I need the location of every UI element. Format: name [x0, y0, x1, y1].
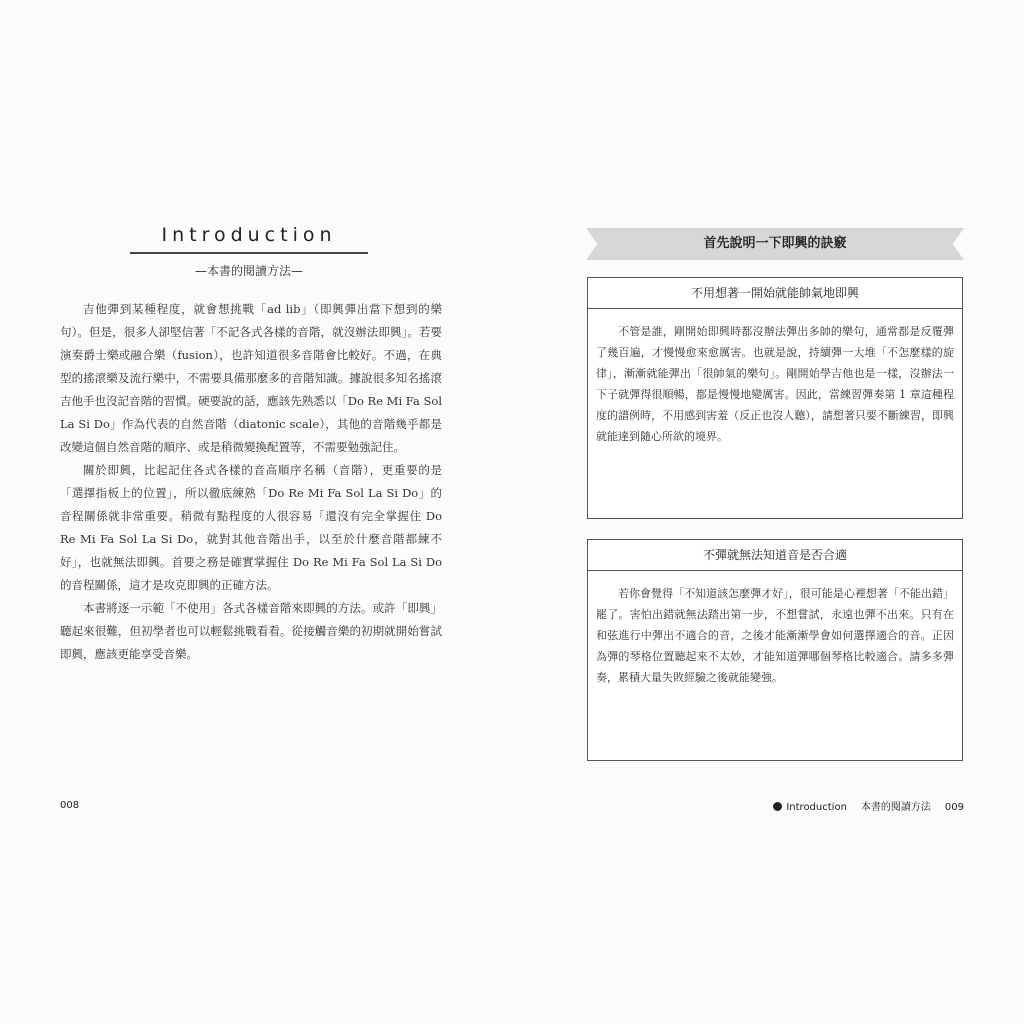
- tip-box-2-body: [588, 571, 962, 688]
- intro-paragraph-2: 關於即興，比起記住各式各樣的音高順序名稱（音階），更重要的是「選擇指板上的位置」，所以徹底練熟「Do Re Mi Fa Sol La Si Do」的音程關係就非常重要。稍微有點程度的人很容易「還沒有完全掌握住 Do Re Mi Fa Sol La Si Do，就對其他音階出手，以至於什麼音階都練不好」，也就無法即興。首要之務是確實掌握住 Do Re Mi Fa Sol La Si Do 的音程關係，這才是攻克即興的正確方法。: [60, 463, 442, 592]
- intro-body: [60, 298, 442, 666]
- tip-box-2-heading: 不彈就無法知道音是否合適: [588, 540, 962, 571]
- bullet-dot-icon: [773, 802, 782, 811]
- title-rule: [130, 252, 368, 254]
- footer-section: 本書的閱讀方法: [860, 802, 931, 813]
- tip-box-1-heading: 不用想著一開始就能帥氣地即興: [588, 278, 962, 309]
- footer-chapter: Introduction: [786, 802, 847, 813]
- page-title: Introduction: [161, 224, 337, 246]
- section-banner-title: 首先說明一下即興的訣竅: [703, 236, 847, 251]
- tip-box-1: [587, 277, 963, 519]
- tip-box-2-text: 若你會覺得「不知道該怎麼彈才好」，很可能是心裡想著「不能出錯」罷了。害怕出錯就無法踏出第一步，不想嘗試，永遠也彈不出來。只有在和弦進行中彈出不適合的音，之後才能漸漸學會如何選擇適合的音。正因為彈的琴格位置聽起來不太妙，才能知道彈哪個琴格比較適合。請多多彈奏，累積大量失敗經驗之後就能變強。: [596, 587, 954, 684]
- intro-paragraph-1: 吉他彈到某種程度，就會想挑戰「ad lib」（即興彈出當下想到的樂句）。但是，很多人卻堅信著「不記各式各樣的音階，就沒辦法即興」。若要演奏爵士樂或融合樂（fusion），也許知道很多音階會比較好。不過，在典型的搖滾樂及流行樂中，不需要具備那麼多的音階知識。據說很多知名搖滾吉他手也沒記音階的習慣。硬要說的話，應該先熟悉以「Do Re Mi Fa Sol La Si Do」作為代表的自然音階（diatonic scale），其他的音階幾乎都是改變這個自然音階的順序、或是稍微變換配置等，不需要勉強記住。: [60, 302, 442, 454]
- tip-box-2: [587, 539, 963, 761]
- tip-box-1-body: [588, 309, 962, 447]
- intro-paragraph-3: 本書將逐一示範「不使用」各式各樣音階來即興的方法。或許「即興」聽起來很難，但初學者也可以輕鬆挑戰看看。從接觸音樂的初期就開始嘗試即興，應該更能享受音樂。: [60, 601, 442, 661]
- page-number-right: 009: [944, 802, 964, 813]
- tip-box-1-text: 不管是誰，剛開始即興時都沒辦法彈出多帥的樂句，通常都是反覆彈了幾百遍，才慢慢愈來愈厲害。也就是說，持續彈一大堆「不怎麼樣的旋律」，漸漸就能彈出「很帥氣的樂句」。剛開始學吉他也是一樣，沒辦法一下子就彈得很順暢，都是慢慢地變厲害。因此，當練習彈奏第 1 章這種程度的譜例時，不用感到害羞（反正也沒人聽），請想著只要不斷練習，即興就能達到隨心所欲的境界。: [596, 325, 954, 443]
- running-footer-right: [700, 798, 964, 813]
- page-number-left: 008: [60, 800, 80, 811]
- page-subtitle: —本書的閱讀方法—: [194, 264, 303, 278]
